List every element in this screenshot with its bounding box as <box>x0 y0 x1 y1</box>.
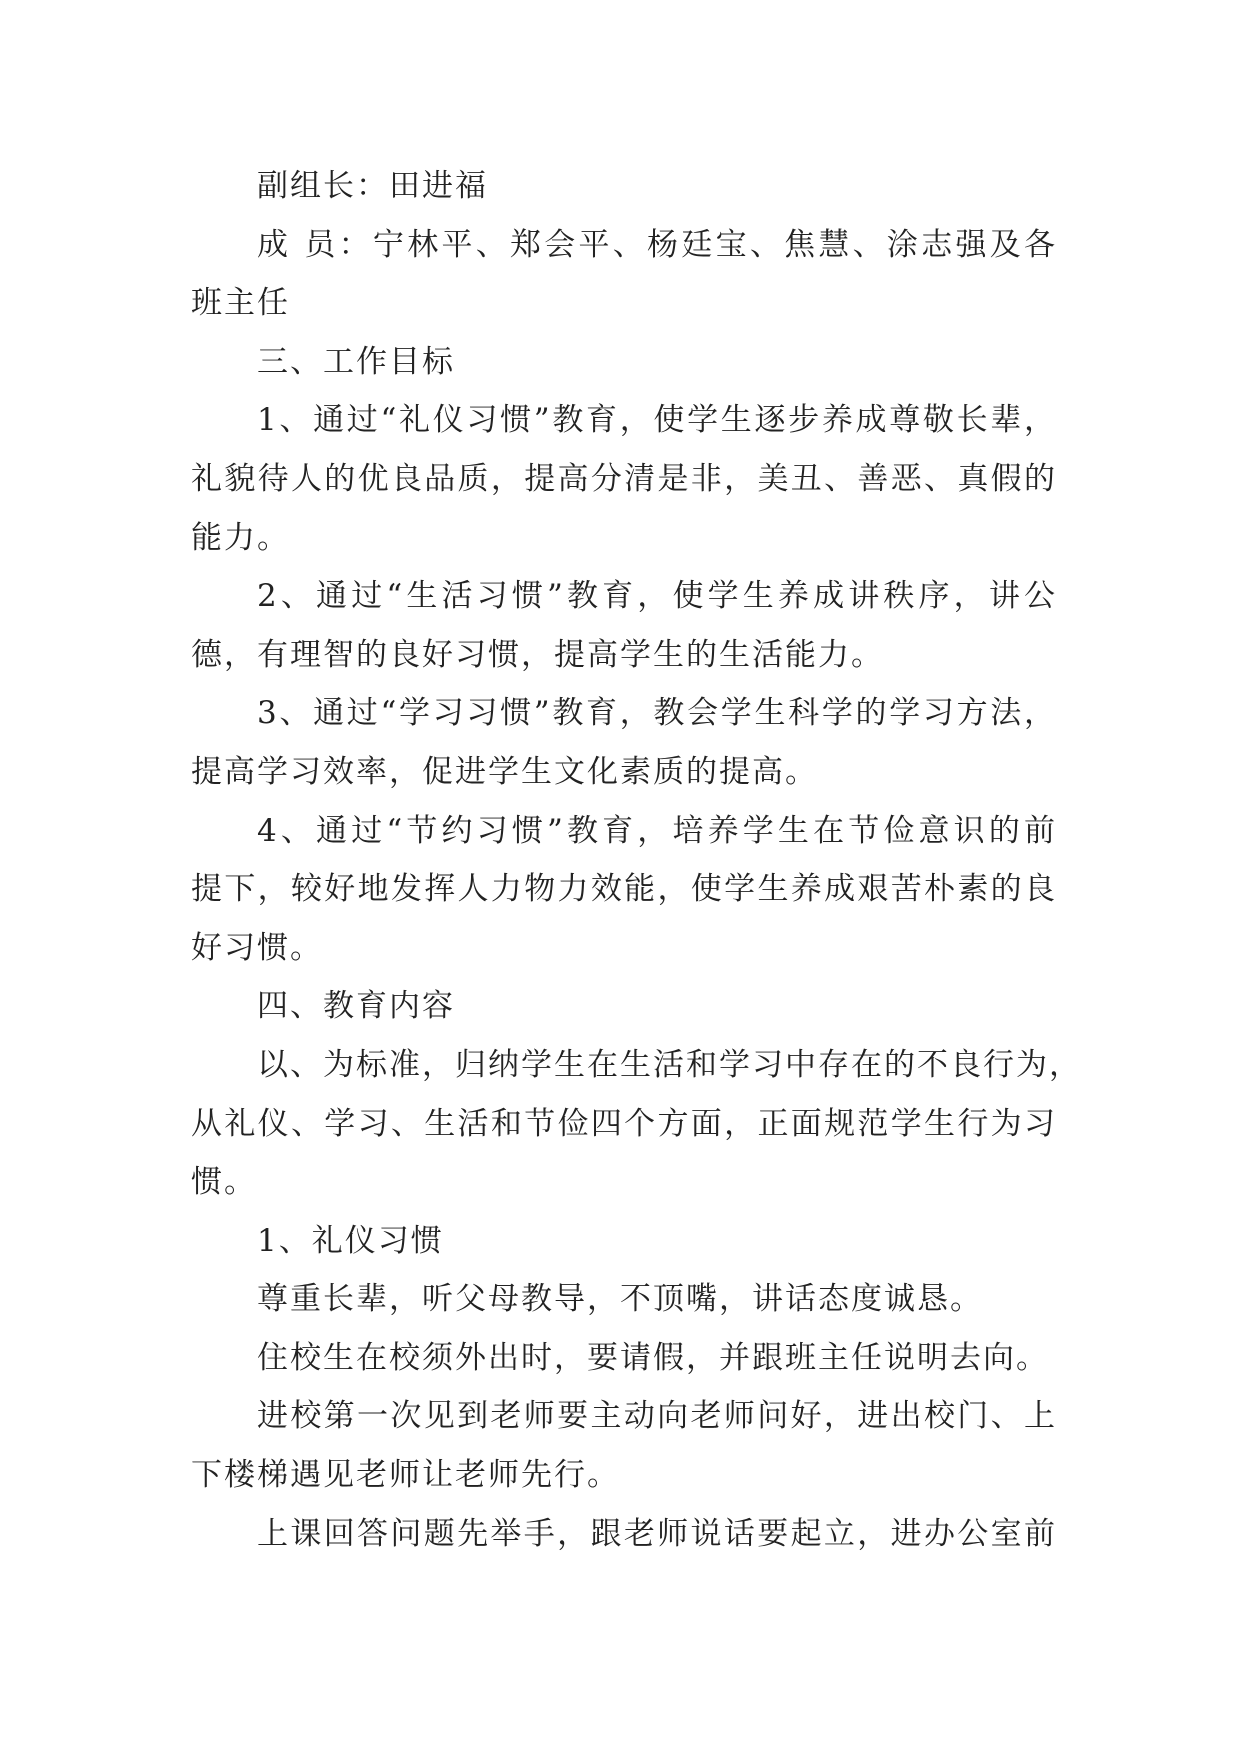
text-line: 能力。 <box>191 519 290 556</box>
text-line: 好习惯。 <box>191 929 323 966</box>
text-line: 提高学习效率，促进学生文化素质的提高。 <box>191 753 818 790</box>
paragraph <box>191 391 1057 567</box>
text-line: 四、教育内容 <box>257 988 455 1025</box>
text-line: 1、礼仪习惯 <box>257 1222 444 1259</box>
text-line: 以、为标准，归纳学生在生活和学习中存在的不良行为， <box>257 1046 1082 1083</box>
text-line: 2、通过“生活习惯”教育，使学生养成讲秩序，讲公 <box>257 578 1057 615</box>
text-line: 4、通过“节约习惯”教育，培养学生在节俭意识的前 <box>257 812 1057 849</box>
text-line: 从礼仪、学习、生活和节俭四个方面，正面规范学生行为习 <box>191 1105 1057 1142</box>
text-line: 成 员：宁林平、郑会平、杨廷宝、焦慧、涂志强及各 <box>257 226 1057 263</box>
paragraph <box>191 977 1057 1036</box>
paragraph <box>191 1387 1057 1504</box>
text-line: 礼貌待人的优良品质，提高分清是非，美丑、善恶、真假的 <box>191 460 1057 497</box>
paragraph <box>191 684 1057 801</box>
paragraph <box>191 1329 1057 1388</box>
text-line: 3、通过“学习习惯”教育，教会学生科学的学习方法， <box>257 695 1057 732</box>
paragraph <box>191 567 1057 684</box>
paragraph <box>191 1036 1082 1212</box>
text-line: 上课回答问题先举手，跟老师说话要起立，进办公室前 <box>257 1515 1057 1552</box>
text-line: 进校第一次见到老师要主动向老师问好，进出校门、上 <box>257 1398 1057 1435</box>
text-line: 班主任 <box>191 285 290 322</box>
text-line: 提下，较好地发挥人力物力效能，使学生养成艰苦朴素的良 <box>191 871 1057 908</box>
text-line: 住校生在校须外出时，要请假，并跟班主任说明去向。 <box>257 1339 1049 1376</box>
paragraph <box>191 1212 1057 1271</box>
paragraph <box>191 157 1057 216</box>
text-line: 尊重长辈，听父母教导，不顶嘴，讲话态度诚恳。 <box>257 1281 983 1318</box>
text-line: 德，有理智的良好习惯，提高学生的生活能力。 <box>191 636 884 673</box>
document-body <box>191 157 1082 1563</box>
text-line: 惯。 <box>191 1164 257 1201</box>
paragraph <box>191 333 1057 392</box>
paragraph <box>191 1270 1057 1329</box>
text-line: 1、通过“礼仪习惯”教育，使学生逐步养成尊敬长辈， <box>257 402 1057 439</box>
paragraph <box>191 216 1057 333</box>
text-line: 下楼梯遇见老师让老师先行。 <box>191 1457 620 1494</box>
text-line: 三、工作目标 <box>257 343 455 380</box>
paragraph <box>191 1505 1057 1564</box>
paragraph <box>191 802 1057 978</box>
text-line: 副组长：田进福 <box>257 168 488 204</box>
